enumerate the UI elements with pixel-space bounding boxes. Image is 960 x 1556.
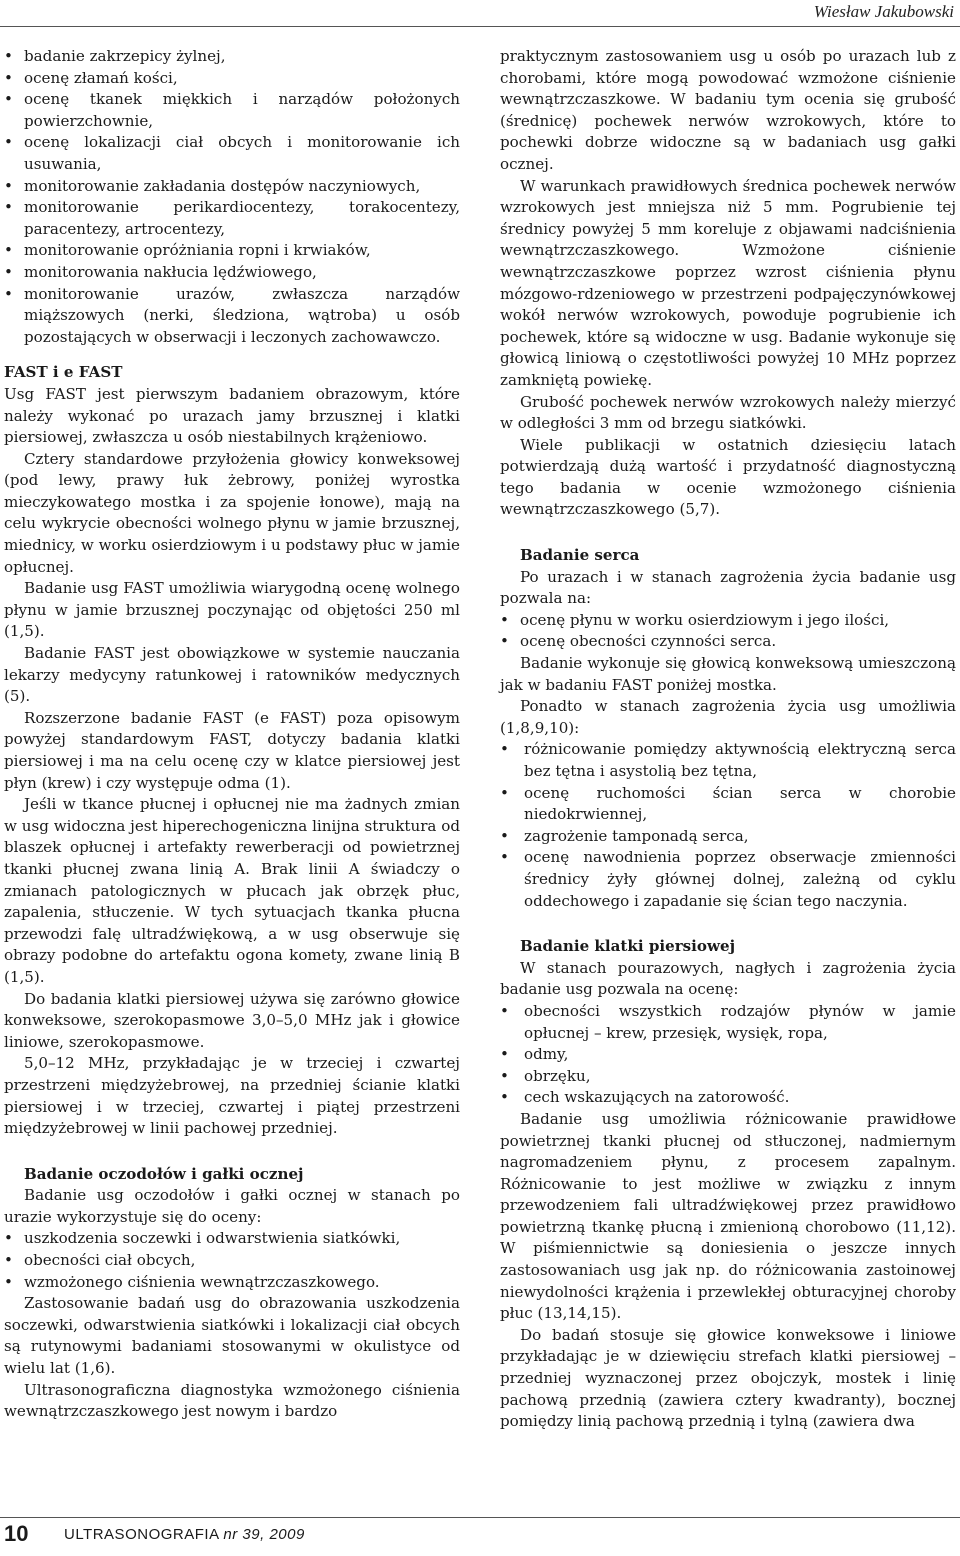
list-item: • monitorowanie urazów, zwłaszcza narządów miąższowych (nerki, śledziona, wątroba) u osób pozostających w obserwacji i leczonych zachowawczo. [4,284,460,349]
list-item: • obecności ciał obcych, [4,1250,460,1272]
list-item: • badanie zakrzepicy żylnej, [4,46,460,68]
section-heading-eye: Badanie oczodołów i gałki ocznej [24,1164,304,1183]
paragraph: Jeśli w tkance płucnej i opłucnej nie ma żadnych zmian w usg widoczna jest hiperechogeniczna linijna struktura od blaszek opłucnej i artefakty rewerberacji od powietrznej tkanki płucnej zwana linią A. Brak linii A świadczy o zmianach patologicznych w płucach jak obrzęk płuc, zapalenia, stłuczenie. W tych sytuacjach tkanka płucna przewodzi falę ultradźwiękową, a w usg obserwuje się obrazy podobne do artefaktu ogona komety, zwane linią B (1,5). [4,795,460,986]
list-item: • obecności wszystkich rodzajów płynów w jamie opłucnej – krew, przesięk, wysięk, ropa, [500,1001,956,1044]
list-item: • ocenę lokalizacji ciał obcych i monitorowanie ich usuwania, [4,132,460,175]
journal-footer [64,1526,305,1543]
left-column [4,46,460,1423]
section-heading-chest: Badanie klatki piersiowej [520,937,736,956]
footer-rule [0,1517,960,1518]
journal-issue: nr 39, 2009 [223,1526,305,1543]
paragraph: Ultrasonograficzna diagnostyka wzmożonego ciśnienia wewnątrzczaszkowego jest nowym i bardzo [4,1380,460,1421]
list-item: • wzmożonego ciśnienia wewnątrzczaszkowego. [4,1272,460,1294]
paragraph: Rozszerzone badanie FAST (e FAST) poza opisowym powyżej standardowym FAST, dotyczy badania klatki piersiowej i ma na celu ocenę czy w klatce piersiowej jest płyn (krew) i czy występuje odma (1). [4,708,460,792]
paragraph: Do badania klatki piersiowej używa się zarówno głowice konweksowe, szerokopasmowe 3,0–5,0 MHz jak i głowice liniowe, szerokopasmowe. [4,989,460,1051]
list-item: • obrzęku, [500,1066,956,1088]
list-item: • uszkodzenia soczewki i odwarstwienia siatkówki, [4,1228,460,1250]
right-column [500,46,956,1433]
paragraph: Badanie usg umożliwia różnicowanie prawidłowe powietrznej tkanki płucnej od stłuczonej, nadmiernym nagromadzeniem płynu, z procesem zapalnym. Różnicowanie to jest możliwe w związku z innym przewodzeniem fali ultradźwiękowej przez prawidłowo powietrzną tkankę płucną i zmienioną chorobowo (11,12). W piśmiennictwie są doniesienia o jeszcze innych zastosowaniach usg jak np. do różnicowania zastoinowej niewydolności krążenia i przewlekłej obturacyjnej choroby płuc (13,14,15). [500,1109,956,1323]
journal-name: ULTRASONOGRAFIA [64,1526,219,1543]
section-heading-heart: Badanie serca [520,546,640,565]
bullet-list-eye [4,1228,460,1293]
list-item: • różnicowanie pomiędzy aktywnością elektryczną serca bez tętna i asystolią bez tętna, [500,739,956,782]
list-item: • ocenę nawodnienia poprzez obserwacje zmienności średnicy żyły głównej dolnej, zależną od cyklu oddechowego i zapadanie się ścian tego naczynia. [500,847,956,912]
page-number: 10 [4,1521,29,1546]
paragraph: Badanie usg oczodołów i gałki ocznej w stanach po urazie wykorzystuje się do oceny: [4,1186,460,1226]
list-item: • cech wskazujących na zatorowość. [500,1087,956,1109]
list-item: • monitorowanie perikardiocentezy, torakocentezy, paracentezy, artrocentezy, [4,197,460,240]
paragraph: Grubość pochewek nerwów wzrokowych należy mierzyć w odległości 3 mm od brzegu siatkówki. [500,392,956,433]
bullet-list-heart [500,610,956,653]
paragraph: W stanach pourazowych, nagłych i zagrożenia życia badanie usg pozwala na ocenę: [500,958,956,999]
list-item: • monitorowanie zakładania dostępów naczyniowych, [4,176,460,198]
list-item: • monitorowanie opróżniania ropni i krwiaków, [4,240,460,262]
paragraph: Badanie usg FAST umożliwia wiarygodną ocenę wolnego płynu w jamie brzusznej poczynając od objętości 250 ml (1,5). [4,579,460,641]
list-item: • ocenę obecności czynności serca. [500,631,956,653]
paragraph: Wiele publikacji w ostatnich dziesięciu latach potwierdzają dużą wartość i przydatność diagnostyczną tego badania w ocenie wzmożonego ciśnienia wewnątrzczaszkowego (5,7). [500,435,956,519]
paragraph: praktycznym zastosowaniem usg u osób po urazach lub z chorobami, które mogą powodować wzmożone ciśnienie wewnątrzczaszkowe. W badaniu tym ocenia się grubość (średnicę) pochewek nerwów wzrokowych, które to pochewki dobrze widoczne są w badaniach usg gałki ocznej. [500,47,956,173]
paragraph: Ponadto w stanach zagrożenia życia usg umożliwia (1,8,9,10): [500,697,956,737]
list-item: • ocenę złamań kości, [4,68,460,90]
bullet-list-top [4,46,460,348]
paragraph: W warunkach prawidłowych średnica pochewek nerwów wzrokowych jest mniejsza niż 5 mm. Pogrubienie tej średnicy powyżej 5 mm koreluje z objawami nadciśnienia wewnątrzczaszkowego. Wzmożone ciśnienie wewnątrzczaszkowe poprzez wzrost ciśnienia płynu mózgowo-rdzeniowego w przestrzeni podpajęczynówkowej wokół nerwów wzrokowych, powoduje pogrubienie ich pochewek, które są widoczne w usg. Badanie wykonuje się głowicą liniową o częstotliwości powyżej 10 MHz poprzez zamkniętą powiekę. [500,176,956,389]
paragraph: Po urazach i w stanach zagrożenia życia badanie usg pozwala na: [500,567,956,608]
paragraph: Do badań stosuje się głowice konweksowe i liniowe przykładając je w dziewięciu strefach klatki piersiowej – przedniej wyznaczonej przez obojczyk, mostek i linię pachową przednią (zawiera cztery kwadranty), bocznej pomiędzy linią pachową przednią i tylną (zawiera dwa [500,1325,956,1431]
list-item: • zagrożenie tamponadą serca, [500,826,956,848]
header-rule [0,26,960,27]
paragraph: Badanie FAST jest obowiązkowe w systemie nauczania lekarzy medycyny ratunkowej i ratowników medycznych (5). [4,644,460,706]
bullet-list-chest [500,1001,956,1109]
running-head: Wiesław Jakubowski [813,2,954,21]
list-item: • monitorowania nakłucia lędźwiowego, [4,262,460,284]
list-item: • odmy, [500,1044,956,1066]
paragraph: Badanie wykonuje się głowicą konweksową umieszczoną jak w badaniu FAST poniżej mostka. [500,654,956,694]
paragraph: Zastosowanie badań usg do obrazowania uszkodzenia soczewki, odwarstwienia siatkówki i lokalizacji ciał obcych są rutynowymi badaniami stosowanymi w okulistyce od wielu lat (1,6). [4,1294,460,1378]
list-item: • ocenę ruchomości ścian serca w chorobie niedokrwiennej, [500,783,956,826]
paragraph: Cztery standardowe przyłożenia głowicy konweksowej (pod lewy, prawy łuk żebrowy, poniżej wyrostka mieczykowatego mostka i za spojenie łonowe), mają na celu wykrycie obecności wolnego płynu w jamie brzusznej, miednicy, w worku osierdziowym i u podstawy płuc w jamie opłucnej. [4,449,460,576]
list-item: • ocenę płynu w worku osierdziowym i jego ilości, [500,610,956,632]
bullet-list-heart-2 [500,739,956,912]
paragraph: Usg FAST jest pierwszym badaniem obrazowym, które należy wykonać po urazach jamy brzusznej i klatki piersiowej, zwłaszcza u osób niestabilnych krążeniowo. [4,384,460,447]
list-item: • ocenę tkanek miękkich i narządów położonych powierzchownie, [4,89,460,132]
paragraph: 5,0–12 MHz, przykładając je w trzeciej i czwartej przestrzeni międzyżebrowej, na przedniej ścianie klatki piersiowej i w trzeciej, czwartej i piątej przestrzeni międzyżebrowej w linii pachowej przedniej. [4,1054,460,1138]
section-heading-fast: FAST i e FAST [4,363,123,382]
